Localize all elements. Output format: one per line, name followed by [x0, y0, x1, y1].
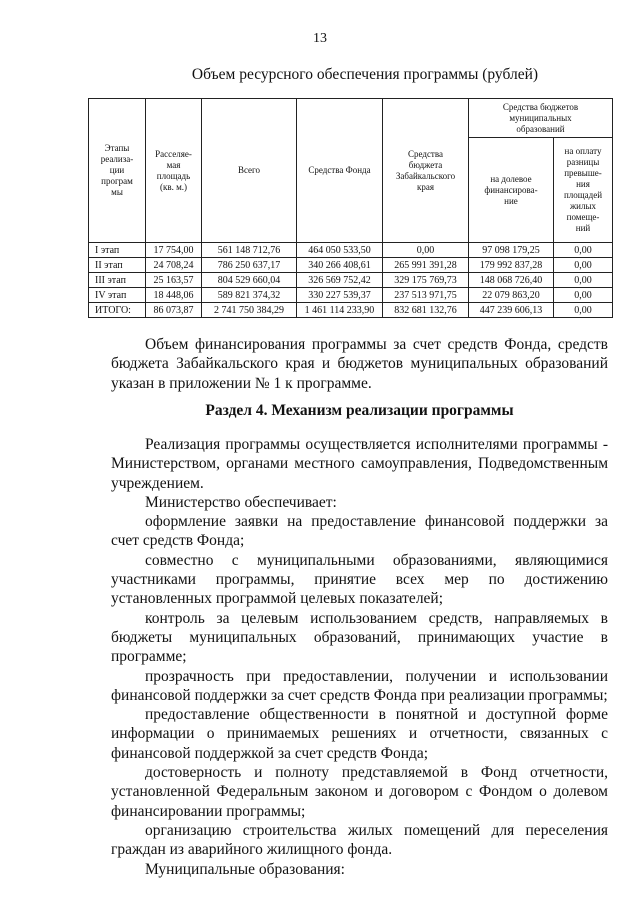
paragraph: совместно с муниципальными образованиями, являющимися участниками программы, принятие всех мер по достижению установленных программой целевых показателей;: [111, 551, 608, 608]
paragraph: оформление заявки на предоставление финансовой поддержки за счет средств Фонда;: [111, 513, 608, 550]
paragraph: достоверность и полноту представляемой в Фонд отчетности, установленной Федеральным законом и договором с Фондом о долевом финансировании программы;: [111, 764, 608, 820]
financing-section: [111, 335, 608, 393]
header-diff: на оплату разницы превыше- ния площадей жилых помеще- ний: [554, 138, 613, 243]
header-fund: Средства Фонда: [297, 99, 383, 243]
paragraph: Реализация программы осуществляется исполнителями программы - Министерством, органами местного самоуправления, Подведомственным учреждением.: [111, 436, 608, 492]
financing-paragraph: Объем финансирования программы за счет средств Фонда, средств бюджета Забайкальского края и бюджетов муниципальных образований указан в приложении № 1 к программе.: [111, 336, 608, 392]
table-row: III этап 25 163,57 804 529 660,04 326 569 752,42 329 175 769,73 148 068 726,40 0,00: [89, 273, 613, 288]
section-heading: Раздел 4. Механизм реализации программы: [205, 402, 514, 419]
paragraph: прозрачность при предоставлении, получении и использовании финансовой поддержки за счет средств Фонда при реализации программы;: [111, 667, 608, 704]
table-title: Объем ресурсного обеспечения программы (рублей): [191, 66, 539, 83]
table-row: IV этап 18 448,06 589 821 374,32 330 227 539,37 237 513 971,75 22 079 863,20 0,00: [89, 288, 613, 303]
resource-table: [88, 98, 613, 318]
header-stages: Этапы реализа- ции програм мы: [89, 99, 146, 243]
paragraph: Муниципальные образования:: [145, 860, 345, 878]
table-row: II этап 24 708,24 786 250 637,17 340 266 408,61 265 991 391,28 179 992 837,28 0,00: [89, 258, 613, 273]
paragraph: предоставление общественности в понятной и доступной форме информации о принимаемых решениях и отчетности, связанных с финансовой поддержкой за счет средств Фонда;: [111, 706, 608, 762]
table-total-row: ИТОГО: 86 073,87 2 741 750 384,29 1 461 114 233,90 832 681 132,76 447 239 606,13 0,00: [89, 303, 613, 318]
header-municipal: Средства бюджетов муниципальных образований: [469, 99, 613, 138]
paragraph: организацию строительства жилых помещений для переселения граждан из аварийного жилищного фонда.: [111, 821, 608, 859]
paragraph: контроль за целевым использованием средств, направляемых в бюджеты муниципальных образований, принимающих участие в программе;: [111, 609, 608, 666]
body-text: [111, 435, 608, 879]
header-area: Расселяе- мая площадь (кв. м.): [146, 99, 202, 243]
page-number: 13: [313, 31, 327, 46]
table-row: I этап 17 754,00 561 148 712,76 464 050 533,50 0,00 97 098 179,25 0,00: [89, 243, 613, 258]
header-region: Средства бюджета Забайкальского края: [383, 99, 469, 243]
header-share: на долевое финансирова- ние: [469, 138, 554, 243]
paragraph: Министерство обеспечивает:: [145, 493, 337, 511]
header-total: Всего: [202, 99, 297, 243]
